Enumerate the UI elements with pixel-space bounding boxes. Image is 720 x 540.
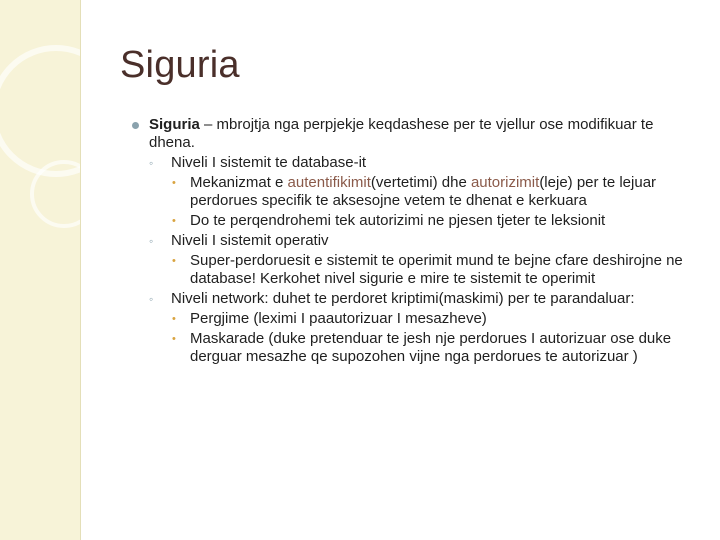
bullet-level1 [130,116,690,152]
bullet-dot-icon [132,122,139,129]
bullet-term: Siguria [149,116,200,133]
small-bullet-icon: • [172,255,176,267]
highlight-autentifikimit: autentifikimit [287,174,371,191]
item-text: Do te perqendrohemi tek autorizimi ne pjesen tjeter te leksionit [190,212,606,229]
small-bullet-icon: • [172,313,176,325]
slide-title: Siguria [120,44,240,86]
item-text: Super-perdoruesit e sistemit te operimit mund te bejne cfare deshirojne ne database! Kerkohet nivel sigurie e mire te sistemit te operimit [190,252,683,287]
slide-body [130,116,690,368]
item-text: Maskarade (duke pretenduar te jesh nje perdorues I autorizuar ose duke derguar mesazhe qe supozohen vijne nga perdorues te autorizuar ) [190,330,672,365]
decor-ring [0,45,81,177]
highlight-autorizimit: autorizimit [470,174,540,191]
small-bullet-icon: • [172,215,176,227]
sub-bullet-database [130,154,690,172]
sub-bullet-text: Niveli I sistemit te database-it [171,154,367,171]
item-text-part: (vertetimi) dhe [370,174,471,191]
sub-sub-bullet [130,174,690,210]
small-bullet-icon: • [172,177,176,189]
small-bullet-icon: • [172,333,176,345]
sub-sub-bullet [130,310,690,328]
bullet-text: – mbrojtja nga perpjekje keqdashese per te vjellur ose modifikuar te dhena. [149,116,654,151]
sub-sub-bullet [130,330,690,366]
sub-sub-bullet [130,212,690,230]
item-text-part: Mekanizmat e [190,174,288,191]
side-decor-band [0,0,81,540]
ring-bullet-icon: ◦ [149,234,154,248]
sub-bullet-text: Niveli network: duhet te perdoret kriptimi(maskimi) per te parandaluar: [171,290,635,307]
sub-bullet-os [130,232,690,250]
ring-bullet-icon: ◦ [149,156,154,170]
ring-bullet-icon: ◦ [149,292,154,306]
item-text-part: (leje) per te lejuar perdorues specifik te aksesojne vetem te dhenat e kerkuara [190,174,657,209]
item-text: Pergjime (leximi I paautorizuar I mesazheve) [190,310,487,327]
sub-bullet-text: Niveli I sistemit operativ [171,232,329,249]
sub-bullet-network [130,290,690,308]
sub-sub-bullet [130,252,690,288]
